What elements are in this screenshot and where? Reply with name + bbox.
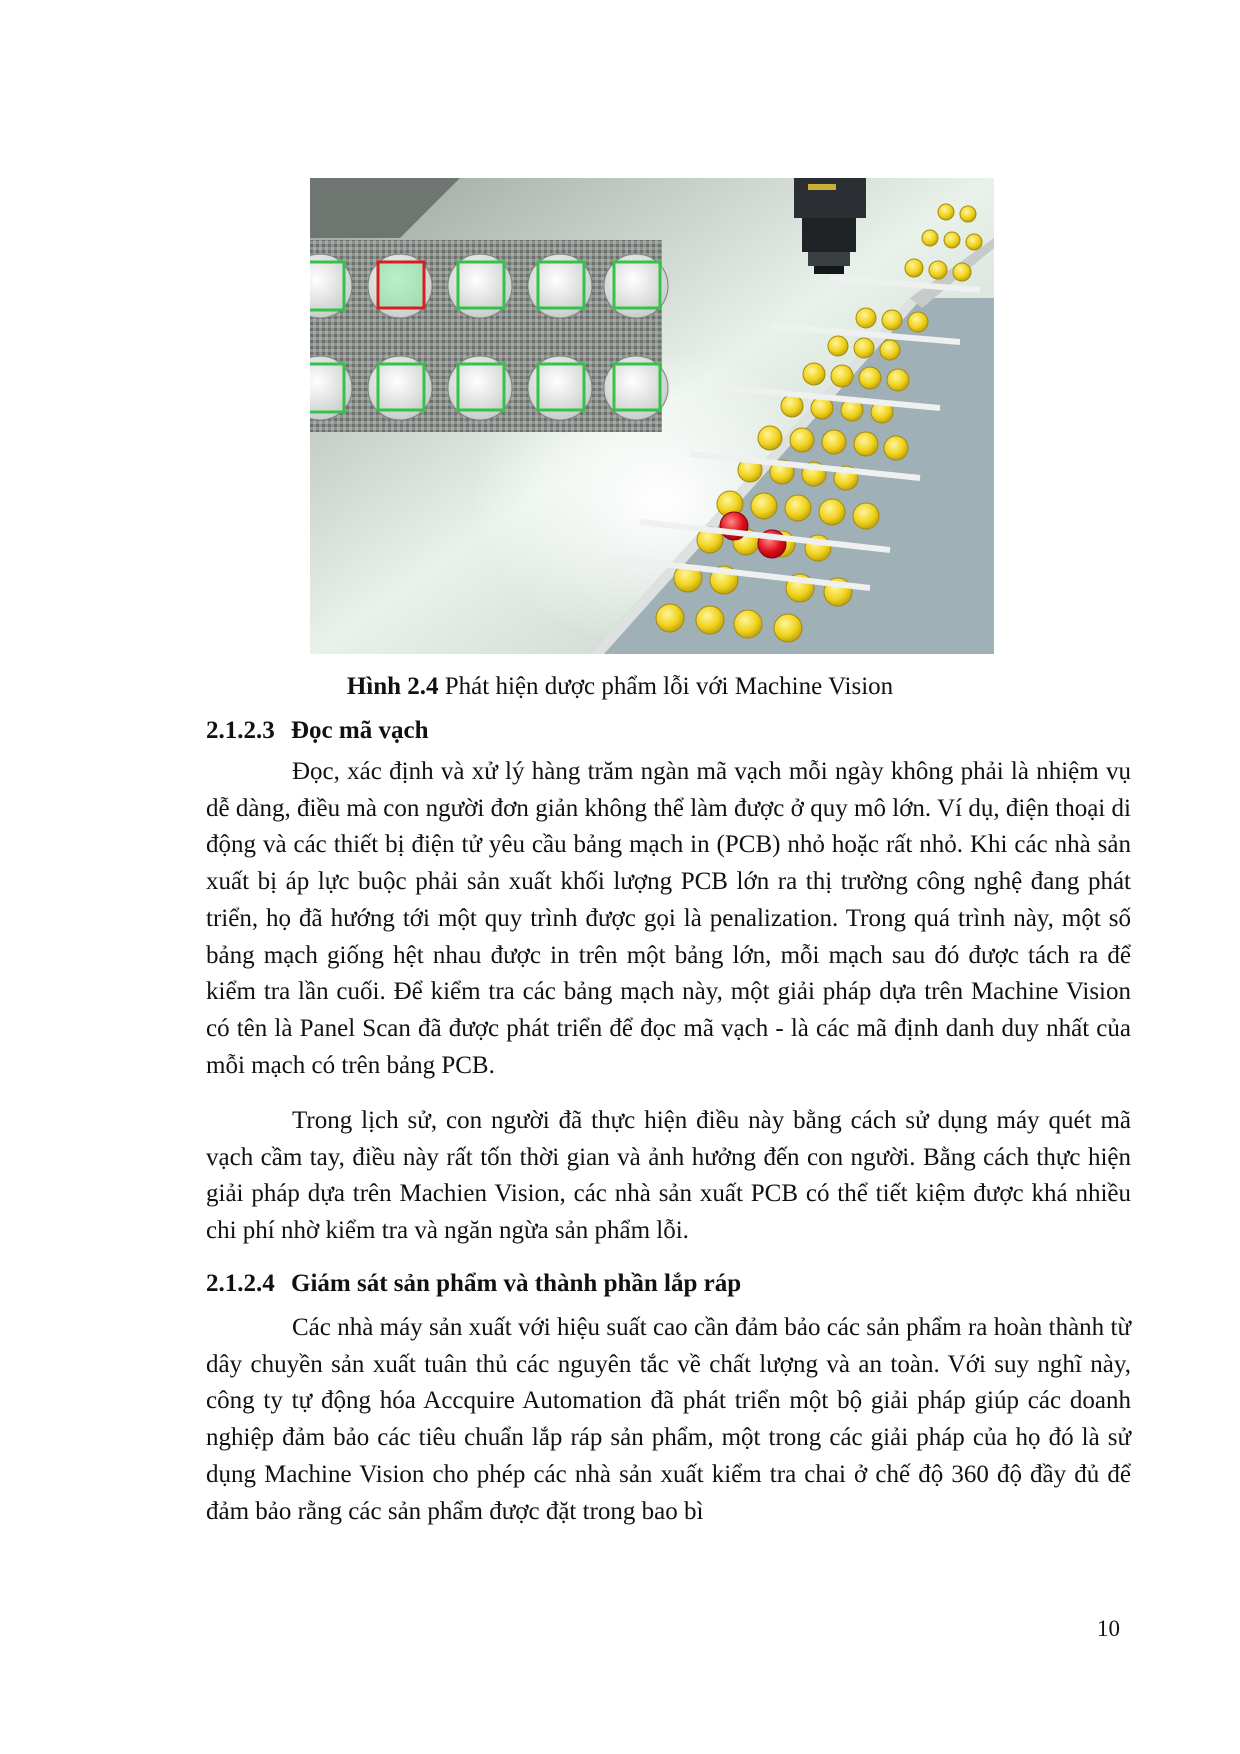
- section-body: [206, 754, 1131, 1084]
- page-number: 10: [1097, 1616, 1120, 1641]
- section-title: Giám sát sản phẩm và thành phần lắp ráp: [291, 1270, 742, 1297]
- figure-caption: [0, 670, 1240, 704]
- section-body: [206, 1310, 1131, 1530]
- section-title: Đọc mã vạch: [291, 717, 429, 744]
- section-number: 2.1.2.4: [206, 1270, 275, 1297]
- figure-label: Hình 2.4: [346, 673, 439, 700]
- section-heading: [206, 1267, 741, 1301]
- blister-inset: [310, 240, 668, 432]
- paragraph: Trong lịch sử, con người đã thực hiện điều này bằng cách sử dụng máy quét mã vạch cầm tay, điều này rất tốn thời gian và ảnh hưởng đến con người. Bằng cách thực hiện giải pháp dựa trên Machien Vision, các nhà sản xuất PCB có thể tiết kiệm được khá nhiều chi phí nhờ kiểm tra và ngăn ngừa sản phẩm lỗi.: [206, 1107, 1131, 1245]
- section-heading: [206, 714, 428, 748]
- paragraph: Các nhà máy sản xuất với hiệu suất cao cần đảm bảo các sản phẩm ra hoàn thành từ dây chuyền sản xuất tuân thủ các nguyên tắc về chất lượng và an toàn. Với suy nghĩ này, công ty tự động hóa Accquire Automation đã phát triển một bộ giải pháp giúp các doanh nghiệp đảm bảo các tiêu chuẩn lắp ráp sản phẩm, một trong các giải pháp của họ đó là sử dụng Machine Vision cho phép các nhà sản xuất kiểm tra chai ở chế độ 360 độ đầy đủ để đảm bảo rằng các sản phẩm được đặt trong bao bì: [206, 1314, 1131, 1525]
- section-body: [206, 1103, 1131, 1250]
- figure-image: [310, 178, 994, 654]
- paragraph: Đọc, xác định và xử lý hàng trăm ngàn mã vạch mỗi ngày không phải là nhiệm vụ dễ dàng, điều mà con người đơn giản không thể làm được ở quy mô lớn. Ví dụ, điện thoại di động và các thiết bị điện tử yêu cầu bảng mạch in (PCB) nhỏ hoặc rất nhỏ. Khi các nhà sản xuất bị áp lực buộc phải sản xuất khối lượng PCB lớn ra thị trường công nghệ đang phát triển, họ đã hướng tới một quy trình được gọi là penalization. Trong quá trình này, một số bảng mạch giống hệt nhau được in trên một bảng lớn, mỗi mạch sau đó được tách ra để kiểm tra lần cuối. Để kiểm tra các bảng mạch này, một giải pháp dựa trên Machine Vision có tên là Panel Scan đã được phát triển để đọc mã vạch - là các mã định danh duy nhất của mỗi mạch có trên bảng PCB.: [206, 758, 1131, 1079]
- figure-caption-text: Phát hiện dược phẩm lỗi với Machine Vision: [444, 673, 894, 700]
- section-number: 2.1.2.3: [206, 717, 275, 744]
- defect-detection-box: [378, 262, 424, 308]
